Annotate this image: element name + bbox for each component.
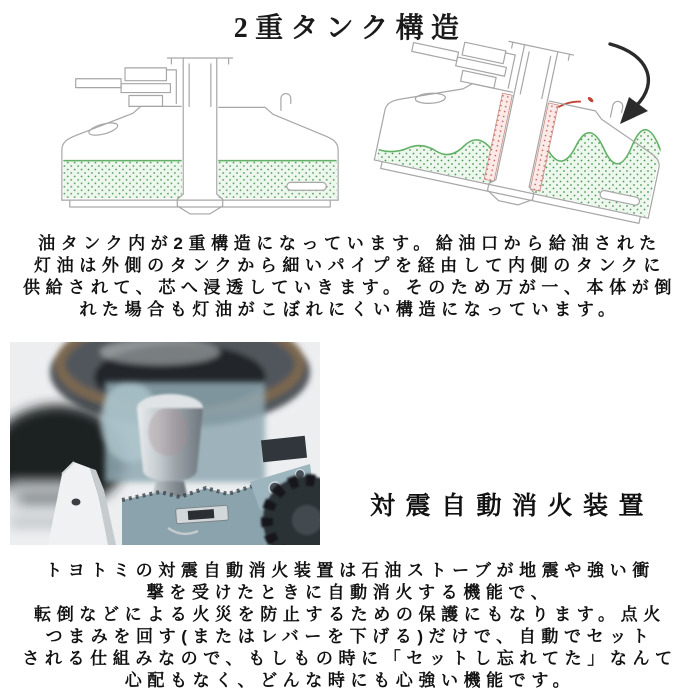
tilted-heater-outline (371, 36, 678, 232)
page-title: 2重タンク構造 (233, 13, 467, 44)
upright-tank-diagram (52, 50, 348, 218)
text-line: れた場合も灯油がこぼれにくい構造になっています。 (79, 300, 621, 319)
tilt-arrow-icon (610, 44, 648, 124)
double-tank-description (8, 233, 692, 321)
text-line: トヨトミの対震自動消火装置は石油ストーブが地震や強い衝 (45, 561, 655, 580)
text-line: 供給されて、芯へ浸透していきます。そのため万が一、本体が倒 (23, 278, 677, 297)
text-line: 転倒などによる火災を防止するための保護にもなります。点火 (34, 605, 666, 624)
text-line: 撃を受けたときに自動消火する機能で、 (146, 583, 554, 602)
quake-shutoff-title: 対震自動消火装置 (369, 492, 654, 520)
text-line: される仕組みなので、もしもの時に「セットし忘れてた」なんて (22, 649, 678, 668)
text-line: 灯油は外側のタンクから細いパイプを経由して内側のタンクに (34, 256, 666, 275)
shutoff-mechanism-photo (10, 342, 320, 545)
fuel-region-upright (63, 161, 336, 198)
text-line: 心配もなく、どんな時にも心強い機能です。 (124, 671, 576, 690)
quake-shutoff-description (8, 560, 692, 692)
text-line: 油タンク内が2重構造になっています。給油口から給油された (38, 234, 662, 253)
tilted-tank-diagram (352, 36, 692, 238)
text-line: つまみを回す(またはレバーを下げる)だけで、自動でセット (45, 627, 655, 646)
